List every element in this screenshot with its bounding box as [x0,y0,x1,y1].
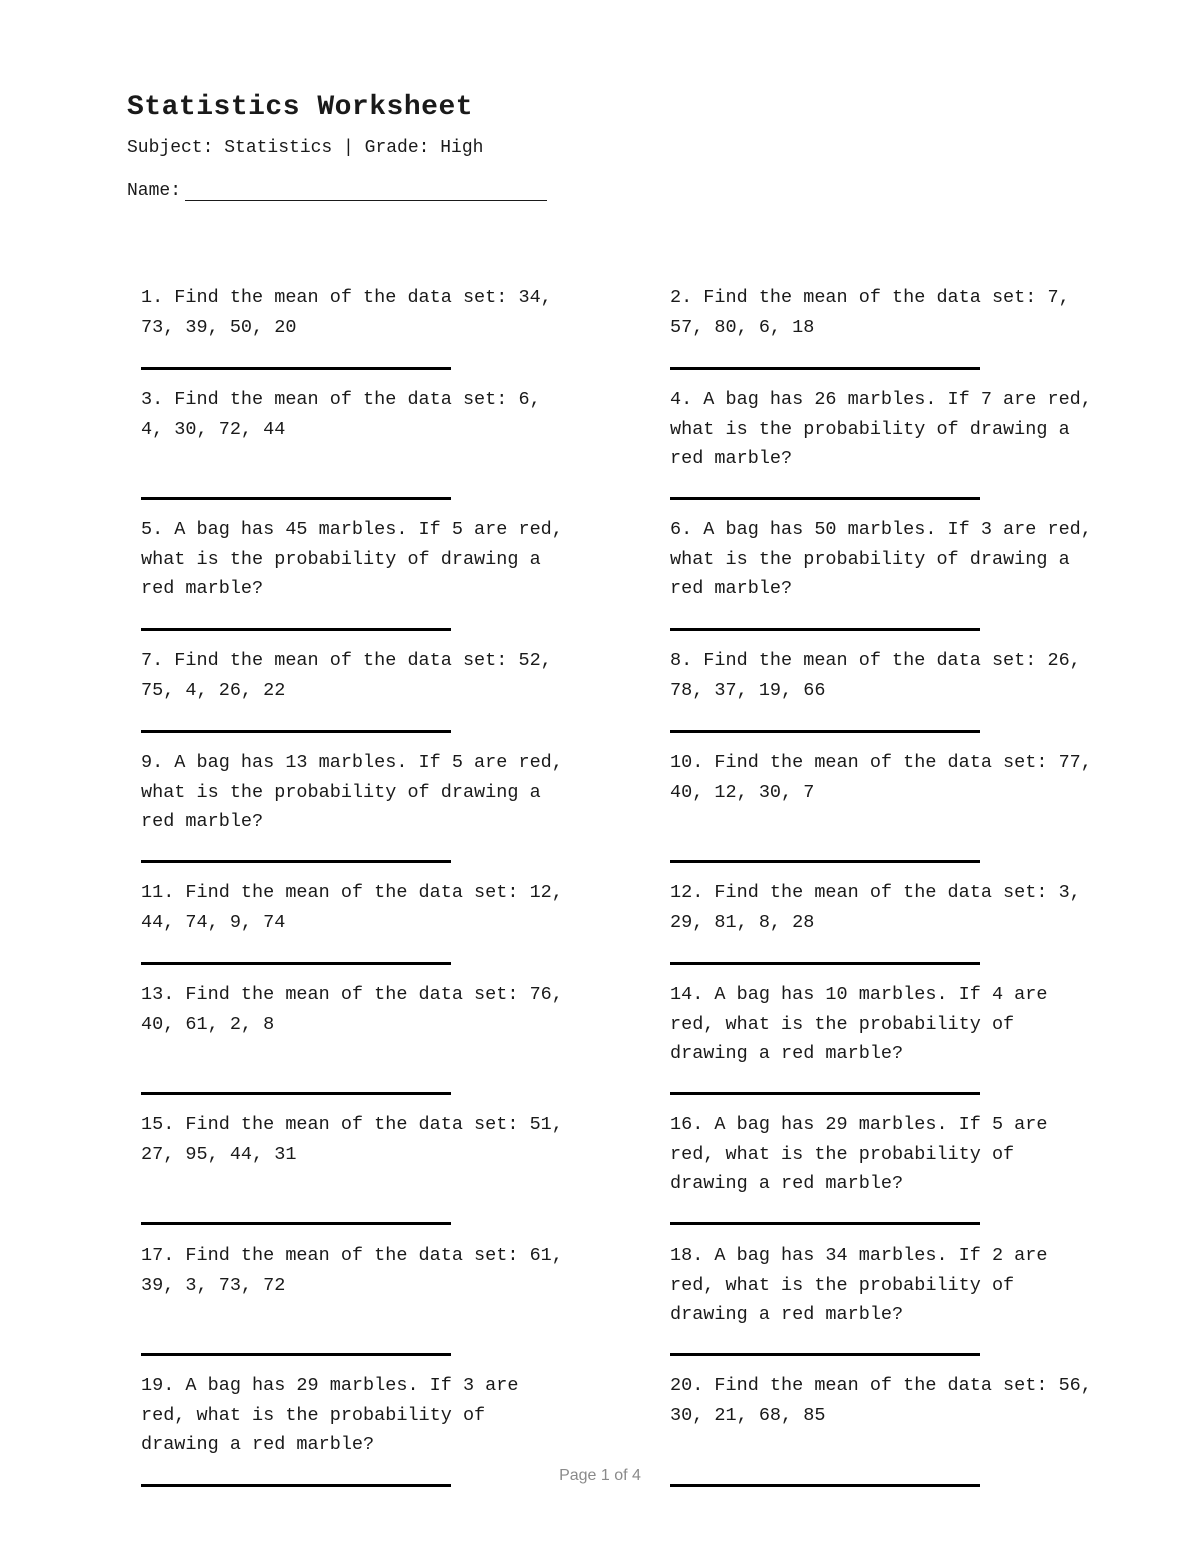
answer-line-16[interactable] [670,1222,980,1225]
problem-7: 7. Find the mean of the data set: 52, 75, 4, 26, 22 [141,650,552,701]
answer-line-3[interactable] [141,497,451,500]
answer-line-12[interactable] [670,962,980,965]
worksheet-subtitle: Subject: Statistics | Grade: High [127,138,484,158]
answer-line-14[interactable] [670,1092,980,1095]
answer-line-13[interactable] [141,1092,451,1095]
problem-2: 2. Find the mean of the data set: 7, 57, 80, 6, 18 [670,287,1070,338]
name-label: Name: [127,181,182,201]
answer-line-18[interactable] [670,1353,980,1356]
answer-line-15[interactable] [141,1222,451,1225]
problem-14: 14. A bag has 10 marbles. If 4 are red, what is the probability of drawing a red marble? [670,984,1048,1064]
problem-8: 8. Find the mean of the data set: 26, 78, 37, 19, 66 [670,650,1081,701]
problem-15: 15. Find the mean of the data set: 51, 27, 95, 44, 31 [141,1114,563,1165]
name-row [127,180,547,201]
problem-16: 16. A bag has 29 marbles. If 5 are red, what is the probability of drawing a red marble? [670,1114,1048,1194]
answer-line-4[interactable] [670,497,980,500]
problem-19: 19. A bag has 29 marbles. If 3 are red, what is the probability of drawing a red marble? [141,1375,519,1455]
name-blank-line[interactable] [185,180,547,201]
problem-13: 13. Find the mean of the data set: 76, 40, 61, 2, 8 [141,984,563,1035]
answer-line-5[interactable] [141,628,451,631]
problem-9: 9. A bag has 13 marbles. If 5 are red, what is the probability of drawing a red marble? [141,752,563,832]
problem-11: 11. Find the mean of the data set: 12, 44, 74, 9, 74 [141,882,563,933]
problem-3: 3. Find the mean of the data set: 6, 4, 30, 72, 44 [141,389,541,440]
problem-4: 4. A bag has 26 marbles. If 7 are red, what is the probability of drawing a red marble? [670,389,1092,469]
worksheet-title: Statistics Worksheet [127,92,474,123]
answer-line-1[interactable] [141,367,451,370]
answer-line-8[interactable] [670,730,980,733]
answer-line-17[interactable] [141,1353,451,1356]
problem-10: 10. Find the mean of the data set: 77, 40, 12, 30, 7 [670,752,1092,803]
answer-line-6[interactable] [670,628,980,631]
page-number: Page 1 of 4 [559,1467,641,1484]
answer-line-10[interactable] [670,860,980,863]
problem-18: 18. A bag has 34 marbles. If 2 are red, what is the probability of drawing a red marble? [670,1245,1048,1325]
answer-line-7[interactable] [141,730,451,733]
problem-12: 12. Find the mean of the data set: 3, 29, 81, 8, 28 [670,882,1081,933]
problem-17: 17. Find the mean of the data set: 61, 39, 3, 73, 72 [141,1245,563,1296]
problem-6: 6. A bag has 50 marbles. If 3 are red, what is the probability of drawing a red marble? [670,519,1092,599]
answer-line-11[interactable] [141,962,451,965]
answer-line-2[interactable] [670,367,980,370]
problem-5: 5. A bag has 45 marbles. If 5 are red, what is the probability of drawing a red marble? [141,519,563,599]
problem-20: 20. Find the mean of the data set: 56, 30, 21, 68, 85 [670,1375,1092,1426]
problem-1: 1. Find the mean of the data set: 34, 73, 39, 50, 20 [141,287,552,338]
answer-line-9[interactable] [141,860,451,863]
